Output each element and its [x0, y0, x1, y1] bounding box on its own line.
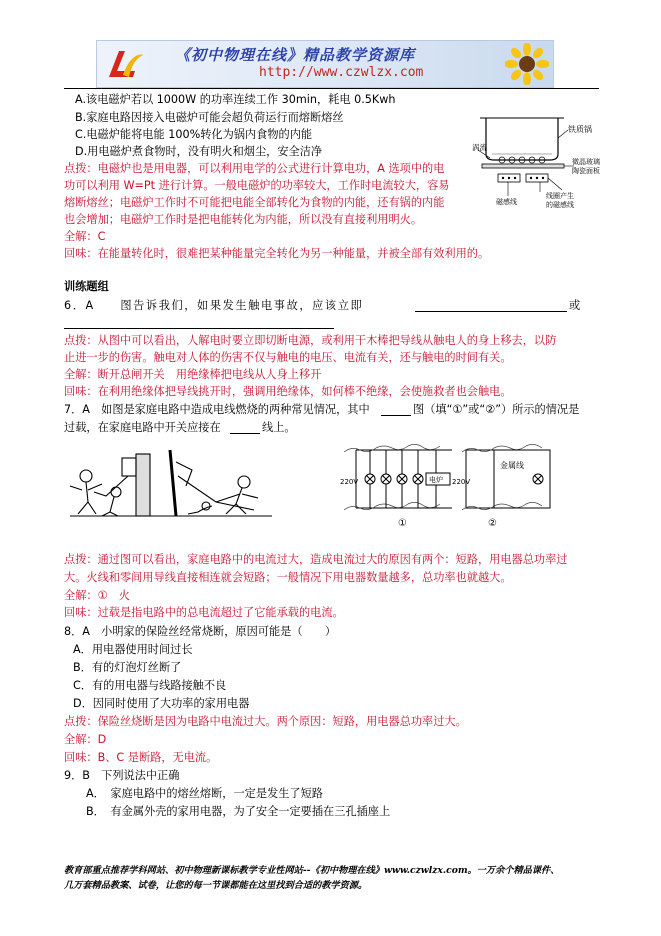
q6-answer: 全解：断开总闸开关 用绝缘棒把电线从人身上移开	[64, 368, 322, 381]
fig-number-1: ①	[398, 518, 407, 529]
q9-option-a: A． 家庭电路中的熔丝熔断，一定是发生了短路	[86, 787, 323, 800]
option-d: D.用电磁炉煮食物时，没有明火和烟尘，安全洁净	[75, 145, 323, 158]
q7-stem-2a: 过载，在家庭电路中开关应接在	[64, 421, 221, 434]
q7-stem-1a: 7．A 如图是家庭电路中造成电线燃烧的两种常见情况，其中	[64, 403, 370, 416]
q6-blank-2	[64, 328, 334, 329]
option-c: C.电磁炉能将电能 100%转化为锅内食物的内能	[75, 128, 313, 141]
q7-answer: 全解：① 火	[64, 589, 130, 602]
answer-line: 全解：C	[64, 230, 106, 243]
q7-review: 回味：过载是指电路中的总电流超过了它能承载的电流。	[64, 606, 344, 619]
option-b: B.家庭电路因接入电磁炉可能会超负荷运行而熔断熔丝	[75, 111, 344, 124]
q7-hint-2: 大。火线和零间用导线直接相连就会短路；一般情况下用电器数量越多，总功率也就越大。	[64, 571, 512, 584]
fig-voltage-1: 220V	[340, 478, 359, 486]
q8-option-a: A．用电器使用时间过长	[73, 643, 193, 656]
shock-rescue-illustration	[66, 446, 276, 520]
sunflower-icon	[505, 43, 549, 85]
hint-line-2: 功可以利用 W=Pt 进行计算。一般电磁炉的功率较大，工作时电流较大，容易	[64, 179, 450, 192]
q6-hint-1: 点拨：从图中可以看出，人解电时要立即切断电源，或利用干木棒把导线从触电人的身上移去，以防	[64, 334, 557, 347]
q7-stem-2b: 线上。	[262, 421, 296, 434]
q8-stem: 8．A 小明家的保险丝经常烧断，原因可能是（ ）	[64, 625, 337, 638]
header-banner	[96, 40, 554, 88]
q6-hint-2: 止进一步的伤害。触电对人体的伤害不仅与触电的电压、电流有关，还与触电的时间有关。	[64, 351, 512, 364]
hint-line-4: 也会增加；电磁炉工作时是把电能转化为内能，所以没有直接利用明火。	[64, 213, 423, 226]
fig-metal-label: 金属线	[500, 461, 524, 470]
hint-line-3: 熔断熔丝；电磁炉工作时不可能把电能全部转化为食物的内能，还有锅的内能	[64, 196, 445, 209]
q8-option-c: C．有的用电器与线路接触不良	[73, 679, 227, 692]
q7-hint-1: 点拨：通过图可以看出，家庭电路中的电流过大，造成电流过大的原因有两个：短路，用电器总功率过	[64, 553, 568, 566]
induction-cooker-figure	[472, 108, 612, 210]
banner-title: 《初中物理在线》精品教学资源库	[175, 46, 416, 64]
review-line: 回味：在能量转化时，很难把某种能量完全转化为另一种能量，并被全部有效利用的。	[64, 247, 490, 260]
label-plate-2: 陶瓷面板	[572, 167, 600, 175]
hint-line-1: 点拨：电磁炉也是用电器，可以利用电学的公式进行计算电功，A 选项中的电	[64, 162, 445, 175]
section-title: 训练题组	[64, 280, 109, 293]
footer-line-1: 教育部重点推荐学科网站、初中物理新课标教学专业性网站--《初中物理在线》www.czwlzx.com。一万余个精品课件、	[64, 865, 560, 876]
q9-option-b: B． 有金属外壳的家用电器，为了安全一定要插在三孔插座上	[86, 805, 391, 818]
fig-number-2: ②	[488, 518, 497, 529]
q8-option-b: B．有的灯泡灯丝断了	[73, 661, 182, 674]
q6-blank-1	[415, 311, 567, 312]
label-pot: 铁质锅	[568, 125, 592, 134]
q7-stem-1b: 图（填“①”或“②”）所示的情况是	[413, 403, 580, 416]
fig-stove-label: 电炉	[429, 476, 443, 484]
site-logo-icon	[105, 47, 145, 81]
banner-url[interactable]: http://www.czwlzx.com	[259, 65, 424, 80]
q8-option-d: D．因同时使用了大功率的家用电器	[73, 697, 250, 710]
label-field-2: 的磁感线	[546, 201, 574, 209]
q6-review: 回味：在利用绝缘体把导线挑开时，强调用绝缘体，如何棒不绝缘，会使施救者也会触电。	[64, 385, 512, 398]
q8-review: 回味：B、C 是断路，无电流。	[64, 751, 218, 764]
q7-blank-2	[230, 433, 260, 434]
q9-stem: 9．B 下列说法中正确	[64, 769, 180, 782]
q8-answer: 全解：D	[64, 733, 107, 746]
label-plate-1: 微晶玻璃	[572, 158, 600, 166]
fig-voltage-2: 220V	[452, 478, 471, 486]
q8-hint: 点拨：保险丝烧断是因为电路中电流过大。两个原因：短路，用电器总功率过大。	[64, 715, 467, 728]
footer-line-2: 几万套精品教案、试卷，让您的每一节课都能在这里找到合适的教学资源。	[64, 880, 368, 891]
q7-blank-1	[381, 415, 411, 416]
q6-or: 或	[569, 299, 581, 312]
label-coil: 磁感线	[496, 198, 517, 206]
circuit-diagrams	[340, 442, 565, 532]
option-a: A.该电磁炉若以 1000W 的功率连续工作 30min，耗电 0.5Kwh	[75, 93, 396, 106]
label-field-1: 线圈产生	[546, 192, 574, 200]
label-eddy: 涡流	[472, 143, 487, 152]
q6-stem: 6．A 图告诉我们，如果发生触电事故，应该立即	[64, 299, 364, 312]
header-rule	[64, 88, 599, 89]
